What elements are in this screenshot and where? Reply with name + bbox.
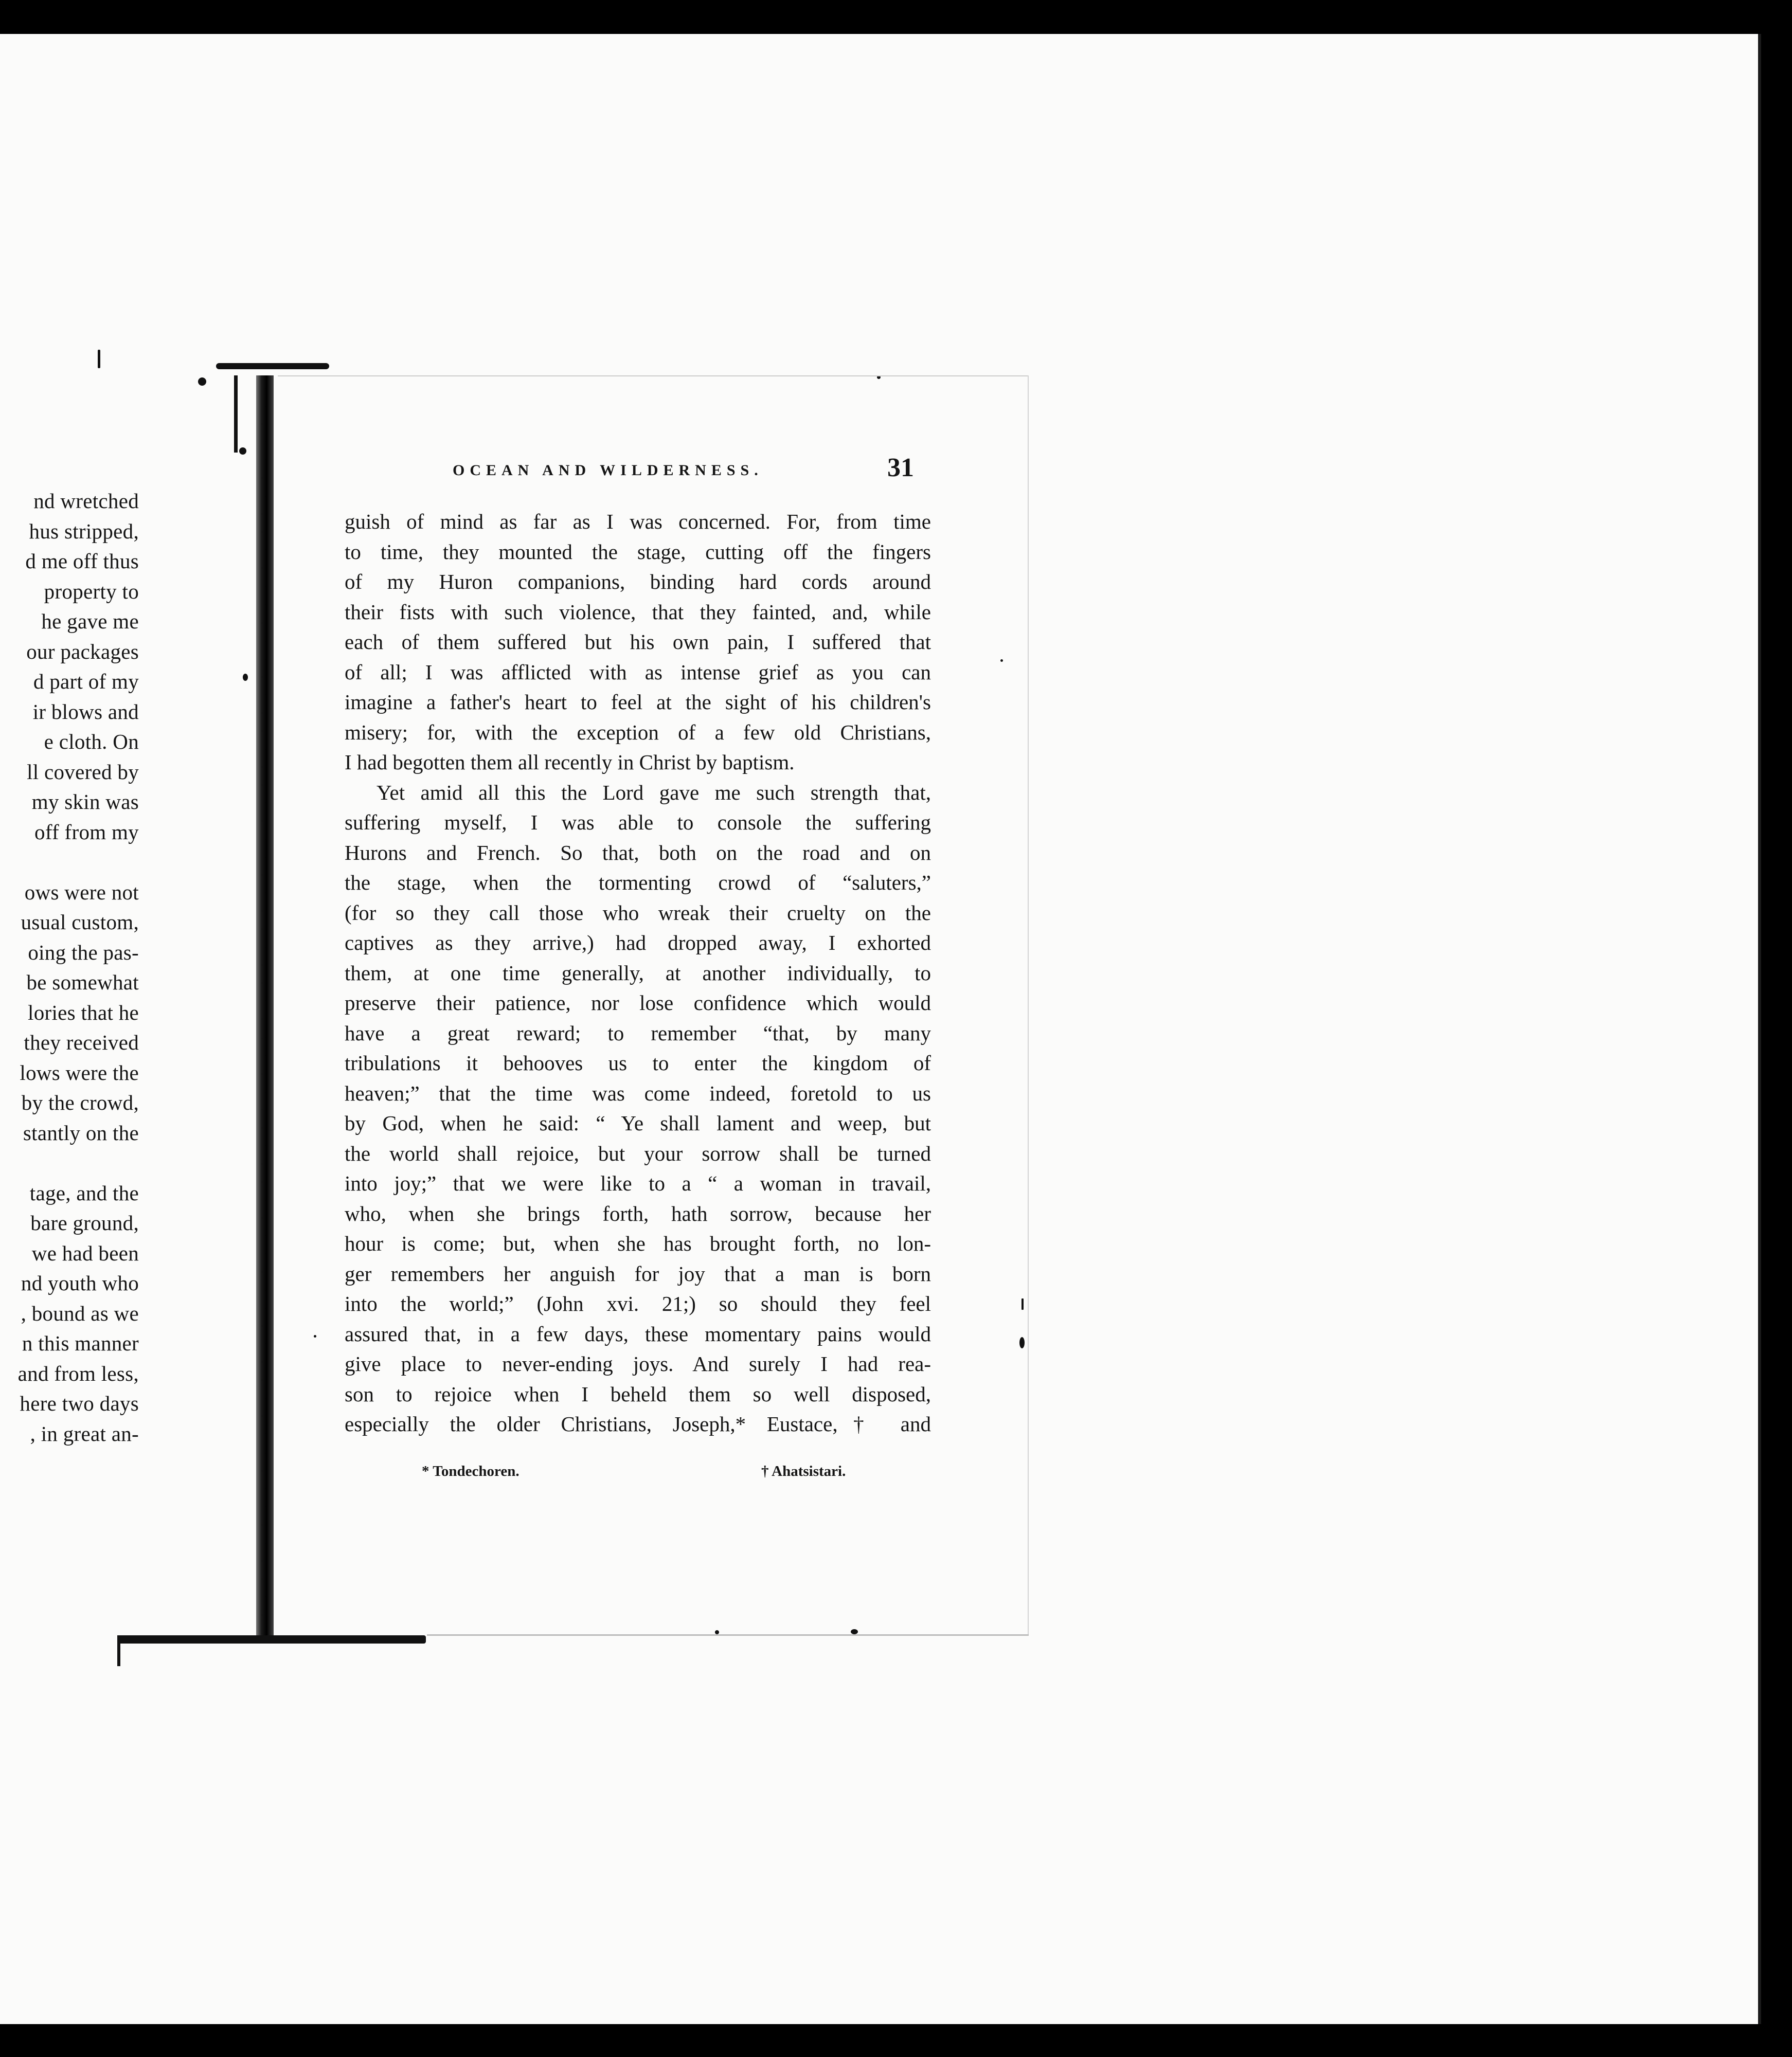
text-line: hour is come; but, when she has brought forth, no lon- xyxy=(345,1232,931,1255)
text-line: ger remembers her anguish for joy that a man is born xyxy=(345,1261,931,1286)
running-head: OCEAN AND WILDERNESS. xyxy=(453,462,763,479)
text-line: their fists with such violence, that they fainted, and, while xyxy=(345,600,931,624)
text-line: give place to never-ending joys. And surely I had rea- xyxy=(345,1352,931,1376)
footnotes xyxy=(422,1463,885,1484)
scan-speck xyxy=(1019,1337,1025,1348)
text-line: guish of mind as far as I was concerned. For, from time xyxy=(345,510,931,533)
facing-text-line: lories that he xyxy=(28,1000,139,1024)
text-line: son to rejoice when I beheld them so well disposed, xyxy=(345,1382,931,1406)
text-line: especially the older Christians, Joseph,* Eustace,† and xyxy=(345,1412,931,1436)
text-line: into the world;” (John xvi. 21;) so should they feel xyxy=(345,1292,931,1315)
text-line: them, at one time generally, at another individually, to xyxy=(345,961,931,985)
text-line: (for so they call those who wreak their cruelty on the xyxy=(345,900,931,925)
facing-text-line: n this manner xyxy=(22,1331,139,1355)
facing-text-line: property to xyxy=(44,579,139,603)
text-line: have a great reward; to remember “that, by many xyxy=(345,1021,931,1045)
facing-text-line: be somewhat xyxy=(26,970,139,994)
text-line: of my Huron companions, binding hard cords around xyxy=(345,570,931,593)
text-line: Yet amid all this the Lord gave me such strength that, xyxy=(377,780,931,804)
scan-speck xyxy=(98,350,100,368)
book-gutter xyxy=(256,375,274,1635)
scan-speck xyxy=(851,1629,858,1634)
facing-text-line: d part of my xyxy=(33,670,139,693)
text-line: captives as they arrive,) had dropped away, I exhorted xyxy=(345,931,931,954)
facing-text-line: he gave me xyxy=(41,609,139,633)
facing-text-line: d me off thus xyxy=(25,549,139,573)
facing-text-line: we had been xyxy=(31,1241,139,1265)
text-line: heaven;” that the time was come indeed, foretold to us xyxy=(345,1081,931,1105)
page-body-text xyxy=(345,507,931,1439)
text-line: assured that, in a few days, these momentary pains would xyxy=(345,1322,931,1346)
scan-speck xyxy=(1000,659,1003,662)
facing-text-line: stantly on the xyxy=(23,1121,139,1145)
facing-text-line: lows were the xyxy=(20,1060,139,1085)
footnote-1: * Tondechoren. xyxy=(422,1463,519,1479)
scan-speck xyxy=(198,377,206,386)
text-line: to time, they mounted the stage, cutting off the fingers xyxy=(345,539,931,564)
page-edge-top xyxy=(278,375,1029,376)
text-line: the world shall rejoice, but your sorrow shall be turned xyxy=(345,1141,931,1165)
facing-text-line: my skin was xyxy=(31,790,139,814)
facing-text-line: e cloth. On xyxy=(44,730,139,753)
gutter-bottom-rule xyxy=(117,1635,426,1644)
facing-text-line: nd youth who xyxy=(21,1271,139,1295)
page-edge-right xyxy=(1028,375,1029,1635)
text-line: I had begotten them all recently in Christ by baptism. xyxy=(345,750,795,774)
facing-text-line: bare ground, xyxy=(30,1211,139,1235)
gutter-thin-line xyxy=(234,375,238,453)
text-line: misery; for, with the exception of a few old Christians, xyxy=(345,720,931,744)
text-line: the stage, when the tormenting crowd of “saluters,” xyxy=(345,871,931,894)
text-line: suffering myself, I was able to console the suffering xyxy=(345,810,931,834)
facing-text-line: here two days xyxy=(20,1392,139,1415)
text-line: tribulations it behooves us to enter the kingdom of xyxy=(345,1051,931,1075)
facing-text-line: usual custom, xyxy=(21,910,139,934)
facing-text-line: , in great an- xyxy=(30,1421,139,1446)
gutter-top-rule xyxy=(216,363,329,369)
scan-right-edge xyxy=(1758,34,1761,2024)
text-line: who, when she brings forth, hath sorrow, because her xyxy=(345,1201,931,1225)
facing-text-line: off from my xyxy=(34,820,139,844)
scan-speck xyxy=(239,447,246,455)
footnote-2: † Ahatsistari. xyxy=(761,1463,846,1479)
text-line: preserve their patience, nor lose confidence which would xyxy=(345,991,931,1015)
facing-text-line: our packages xyxy=(26,639,139,663)
facing-text-line: nd wretched xyxy=(33,489,139,513)
facing-text-line: ir blows and xyxy=(32,699,139,724)
text-line: into joy;” that we were like to a “ a woman in travail, xyxy=(345,1171,931,1195)
facing-text-line: by the crowd, xyxy=(21,1091,139,1114)
facing-text-line: hus stripped, xyxy=(29,519,139,543)
page-number: 31 xyxy=(887,453,914,482)
scan-speck xyxy=(243,674,248,681)
facing-text-line: oing the pas- xyxy=(28,940,139,964)
facing-text-line: and from less, xyxy=(17,1361,139,1385)
text-line: each of them suffered but his own pain, I suffered that xyxy=(345,630,931,654)
facing-text-line: ows were not xyxy=(24,880,139,904)
facing-text-line: ll covered by xyxy=(27,760,139,784)
scan-speck xyxy=(715,1630,719,1634)
facing-page-fragment xyxy=(0,489,149,1496)
facing-text-line: they received xyxy=(24,1031,139,1054)
text-line: of all; I was afflicted with as intense grief as you can xyxy=(345,660,931,684)
scan-speck xyxy=(314,1335,316,1338)
gutter-bottom-tick xyxy=(117,1635,120,1666)
text-line: imagine a father's heart to feel at the sight of his children's xyxy=(345,690,931,714)
facing-text-line: , bound as we xyxy=(21,1301,139,1325)
scan-speck xyxy=(1022,1298,1024,1310)
facing-text-line: tage, and the xyxy=(29,1181,139,1205)
text-line: by God, when he said: “ Ye shall lament and weep, but xyxy=(345,1111,931,1135)
text-line: Hurons and French. So that, both on the road and on xyxy=(345,840,931,864)
page-edge-bottom xyxy=(427,1634,1029,1636)
